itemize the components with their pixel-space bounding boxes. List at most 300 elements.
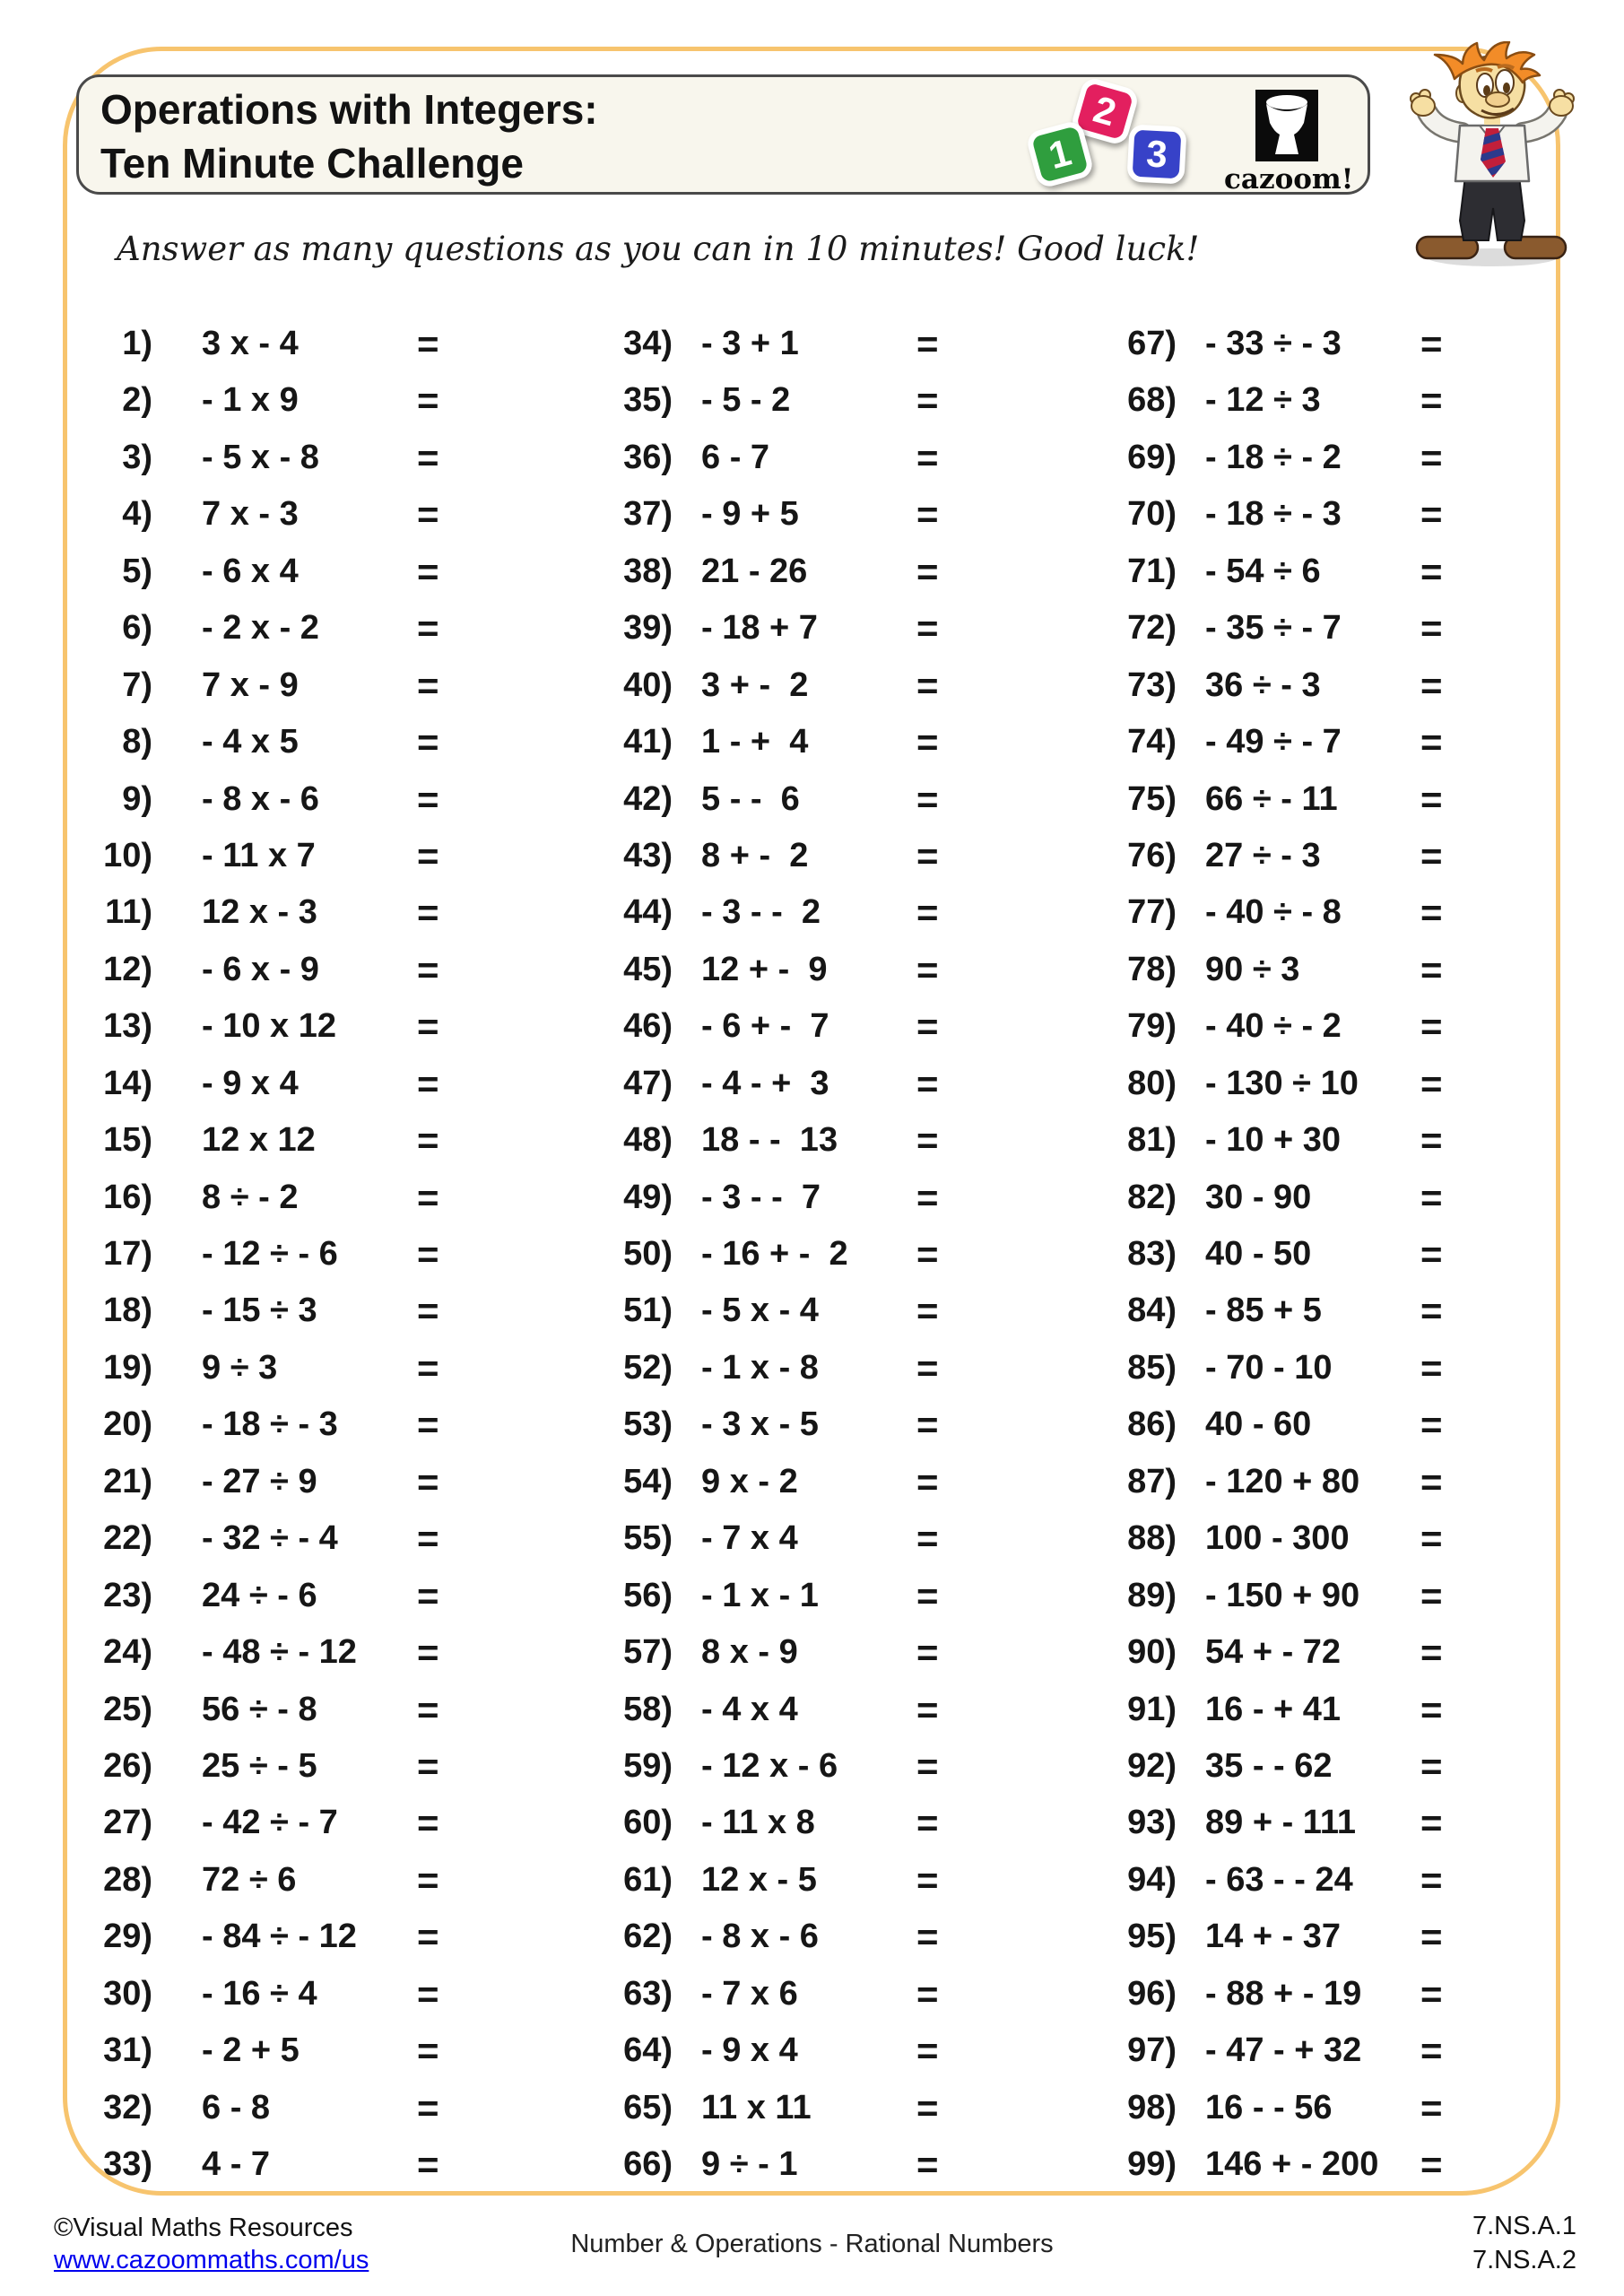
question-row xyxy=(1082,1795,1468,1851)
equals-sign: = xyxy=(417,607,439,650)
question-row xyxy=(578,1852,964,1909)
question-expression: 6 - 7 xyxy=(701,438,770,476)
question-expression: 100 - 300 xyxy=(1205,1519,1350,1558)
question-row xyxy=(58,430,444,486)
question-row xyxy=(58,1510,444,1567)
question-expression: - 5 x - 8 xyxy=(202,438,319,476)
answer-space xyxy=(453,2022,560,2079)
question-number: 10) xyxy=(103,836,152,874)
question-expression: 16 - + 41 xyxy=(1205,1690,1342,1728)
question-row xyxy=(578,2022,964,2079)
answer-space xyxy=(952,714,1060,770)
question-number: 35) xyxy=(623,381,673,420)
question-expression: - 6 x - 9 xyxy=(202,950,319,988)
question-expression: 11 x 11 xyxy=(701,2088,812,2126)
answer-space xyxy=(952,771,1060,828)
question-expression: - 48 ÷ - 12 xyxy=(202,1633,357,1672)
answer-space xyxy=(453,316,560,372)
mascot-character xyxy=(1392,41,1594,270)
question-row xyxy=(1082,600,1468,657)
equals-sign: = xyxy=(417,891,439,935)
equals-sign: = xyxy=(1420,1631,1443,1674)
answer-space xyxy=(453,1396,560,1453)
mascot-left-hand xyxy=(1411,90,1435,116)
equals-sign: = xyxy=(417,1744,439,1787)
questions-column-1 xyxy=(58,316,444,2193)
equals-sign: = xyxy=(916,778,939,821)
question-expression: - 18 ÷ - 3 xyxy=(202,1405,338,1444)
equals-sign: = xyxy=(1420,493,1443,536)
question-number: 18) xyxy=(103,1292,152,1330)
question-number: 74) xyxy=(1127,723,1177,761)
question-number: 40) xyxy=(623,665,673,704)
answer-space xyxy=(952,2022,1060,2079)
answer-space xyxy=(453,1568,560,1624)
question-number: 13) xyxy=(103,1007,152,1046)
equals-sign: = xyxy=(916,1688,939,1731)
equals-sign: = xyxy=(916,436,939,479)
equals-sign: = xyxy=(1420,778,1443,821)
answer-space xyxy=(1456,998,1564,1055)
question-row xyxy=(1082,1226,1468,1283)
question-expression: - 3 - - 2 xyxy=(701,893,821,932)
question-expression: - 6 x 4 xyxy=(202,552,299,590)
question-number: 67) xyxy=(1127,325,1177,362)
question-number: 91) xyxy=(1127,1690,1177,1728)
question-number: 57) xyxy=(623,1633,673,1672)
equals-sign: = xyxy=(417,1346,439,1389)
question-number: 89) xyxy=(1127,1576,1177,1614)
question-number: 22) xyxy=(103,1519,152,1558)
question-row xyxy=(1082,1568,1468,1624)
equals-sign: = xyxy=(417,1858,439,1901)
question-number: 31) xyxy=(103,2031,152,2070)
question-number: 51) xyxy=(623,1292,673,1330)
question-row xyxy=(58,884,444,941)
answer-space xyxy=(453,1738,560,1795)
question-number: 99) xyxy=(1127,2145,1177,2183)
answer-space xyxy=(453,771,560,828)
equals-sign: = xyxy=(417,1518,439,1561)
question-row xyxy=(58,1454,444,1510)
question-row xyxy=(578,1056,964,1112)
answer-space xyxy=(1456,1568,1564,1624)
answer-space xyxy=(453,544,560,600)
equals-sign: = xyxy=(1420,891,1443,935)
answer-space xyxy=(453,430,560,486)
question-row xyxy=(58,1682,444,1738)
question-row xyxy=(58,2080,444,2136)
question-expression: 14 + - 37 xyxy=(1205,1918,1342,1956)
question-number: 95) xyxy=(1127,1918,1177,1956)
question-expression: - 7 x 4 xyxy=(701,1519,798,1558)
question-expression: 6 - 8 xyxy=(202,2088,271,2126)
question-row xyxy=(1082,1852,1468,1909)
question-row xyxy=(1082,372,1468,429)
equals-sign: = xyxy=(916,379,939,422)
question-number: 45) xyxy=(623,950,673,988)
question-number: 44) xyxy=(623,893,673,932)
question-expression: 36 ÷ - 3 xyxy=(1205,665,1321,704)
question-expression: - 5 x - 4 xyxy=(701,1292,819,1330)
answer-space xyxy=(952,1454,1060,1510)
answer-space xyxy=(1456,1682,1564,1738)
equals-sign: = xyxy=(916,891,939,935)
question-number: 85) xyxy=(1127,1348,1177,1387)
equals-sign: = xyxy=(417,2030,439,2073)
question-number: 9) xyxy=(122,779,152,818)
question-number: 12) xyxy=(103,950,152,988)
equals-sign: = xyxy=(1420,379,1443,422)
question-expression: - 3 + 1 xyxy=(701,325,799,362)
question-number: 34) xyxy=(623,325,673,362)
cazoom-logo-text: cazoom! xyxy=(1224,163,1354,196)
answer-space xyxy=(952,1226,1060,1283)
equals-sign: = xyxy=(1420,1574,1443,1617)
answer-space xyxy=(453,1340,560,1396)
question-row xyxy=(58,714,444,770)
question-expression: - 18 ÷ - 3 xyxy=(1205,495,1342,534)
question-expression: - 12 ÷ 3 xyxy=(1205,381,1321,420)
equals-sign: = xyxy=(1420,1802,1443,1845)
question-row xyxy=(1082,316,1468,372)
equals-sign: = xyxy=(417,1290,439,1333)
question-number: 11) xyxy=(105,893,152,932)
question-expression: - 84 ÷ - 12 xyxy=(202,1918,357,1956)
question-expression: - 40 ÷ - 2 xyxy=(1205,1007,1342,1046)
question-row xyxy=(1082,430,1468,486)
equals-sign: = xyxy=(1420,2030,1443,2073)
question-row xyxy=(578,1170,964,1226)
question-number: 47) xyxy=(623,1064,673,1102)
equals-sign: = xyxy=(417,379,439,422)
equals-sign: = xyxy=(916,1858,939,1901)
question-number: 5) xyxy=(122,552,152,590)
question-number: 65) xyxy=(623,2088,673,2126)
question-row xyxy=(58,1852,444,1909)
question-expression: 66 ÷ - 11 xyxy=(1205,779,1338,818)
equals-sign: = xyxy=(417,1574,439,1617)
equals-sign: = xyxy=(916,1404,939,1447)
answer-space xyxy=(952,942,1060,998)
page-title xyxy=(100,83,598,190)
question-row xyxy=(1082,1112,1468,1169)
equals-sign: = xyxy=(417,1119,439,1162)
answer-space xyxy=(453,828,560,884)
question-expression: 146 + - 200 xyxy=(1205,2145,1379,2183)
equals-sign: = xyxy=(916,607,939,650)
question-number: 83) xyxy=(1127,1235,1177,1273)
question-row xyxy=(578,1682,964,1738)
question-number: 54) xyxy=(623,1462,673,1500)
question-number: 36) xyxy=(623,438,673,476)
question-number: 23) xyxy=(103,1576,152,1614)
question-number: 24) xyxy=(103,1633,152,1672)
question-row xyxy=(1082,1454,1468,1510)
answer-space xyxy=(1456,1283,1564,1339)
standard-code-1: 7.NS.A.1 xyxy=(1472,2212,1576,2240)
question-row xyxy=(1082,544,1468,600)
equals-sign: = xyxy=(916,1176,939,1219)
equals-sign: = xyxy=(916,1346,939,1389)
answer-space xyxy=(1456,316,1564,372)
answer-space xyxy=(453,1112,560,1169)
equals-sign: = xyxy=(916,1744,939,1787)
equals-sign: = xyxy=(1420,1916,1443,1959)
answer-space xyxy=(453,1510,560,1567)
question-expression: 16 - - 56 xyxy=(1205,2088,1333,2126)
question-row xyxy=(578,1568,964,1624)
equals-sign: = xyxy=(417,1688,439,1731)
answer-space xyxy=(952,1510,1060,1567)
question-expression: - 27 ÷ 9 xyxy=(202,1462,317,1500)
question-row xyxy=(58,1170,444,1226)
question-number: 68) xyxy=(1127,381,1177,420)
question-row xyxy=(578,657,964,714)
answer-space xyxy=(453,942,560,998)
answer-space xyxy=(952,544,1060,600)
question-row xyxy=(58,1056,444,1112)
question-expression: 89 + - 111 xyxy=(1205,1804,1356,1842)
answer-space xyxy=(952,2136,1060,2193)
question-number: 84) xyxy=(1127,1292,1177,1330)
answer-space xyxy=(952,1112,1060,1169)
equals-sign: = xyxy=(916,1574,939,1617)
equals-sign: = xyxy=(916,948,939,991)
equals-sign: = xyxy=(417,1233,439,1275)
question-number: 59) xyxy=(623,1746,673,1785)
answer-space xyxy=(952,1340,1060,1396)
question-expression: 12 x 12 xyxy=(202,1121,316,1160)
question-number: 6) xyxy=(122,609,152,648)
instruction-text: Answer as many questions as you can in 10 minutes! Good luck! xyxy=(117,230,1200,268)
question-row xyxy=(578,1909,964,1965)
cazoommaths-link[interactable]: www.cazoommaths.com/us xyxy=(54,2246,369,2274)
answer-space xyxy=(1456,1738,1564,1795)
question-row xyxy=(58,1568,444,1624)
answer-space xyxy=(952,1682,1060,1738)
question-number: 80) xyxy=(1127,1064,1177,1102)
answer-space xyxy=(453,1909,560,1965)
equals-sign: = xyxy=(916,1916,939,1959)
answer-space xyxy=(1456,1966,1564,2022)
question-number: 43) xyxy=(623,836,673,874)
question-expression: 12 x - 5 xyxy=(701,1860,817,1899)
equals-sign: = xyxy=(417,1972,439,2015)
question-number: 42) xyxy=(623,779,673,818)
question-row xyxy=(578,771,964,828)
question-expression: - 10 + 30 xyxy=(1205,1121,1342,1160)
answer-space xyxy=(453,1852,560,1909)
question-expression: - 9 + 5 xyxy=(701,495,799,534)
answer-space xyxy=(1456,884,1564,941)
question-expression: - 120 + 80 xyxy=(1205,1462,1360,1500)
question-row xyxy=(1082,1909,1468,1965)
question-expression: - 2 x - 2 xyxy=(202,609,319,648)
equals-sign: = xyxy=(916,2030,939,2073)
question-expression: - 4 x 5 xyxy=(202,723,299,761)
question-expression: - 5 - 2 xyxy=(701,381,791,420)
answer-space xyxy=(453,1682,560,1738)
question-expression: 90 ÷ 3 xyxy=(1205,950,1300,988)
question-row xyxy=(58,2136,444,2193)
question-row xyxy=(1082,1056,1468,1112)
question-number: 75) xyxy=(1127,779,1177,818)
answer-space xyxy=(453,884,560,941)
question-expression: 9 ÷ 3 xyxy=(202,1348,278,1387)
question-expression: - 1 x - 1 xyxy=(701,1576,819,1614)
equals-sign: = xyxy=(417,664,439,707)
question-row xyxy=(578,714,964,770)
question-row xyxy=(58,998,444,1055)
question-number: 78) xyxy=(1127,950,1177,988)
answer-space xyxy=(1456,1226,1564,1283)
question-row xyxy=(1082,1682,1468,1738)
question-expression: - 2 + 5 xyxy=(202,2031,300,2070)
question-number: 88) xyxy=(1127,1519,1177,1558)
question-expression: - 16 ÷ 4 xyxy=(202,1974,317,2013)
question-number: 4) xyxy=(122,495,152,534)
question-expression: - 18 + 7 xyxy=(701,609,818,648)
question-number: 41) xyxy=(623,723,673,761)
answer-space xyxy=(1456,1795,1564,1851)
question-row xyxy=(58,372,444,429)
equals-sign: = xyxy=(417,2086,439,2129)
question-expression: 24 ÷ - 6 xyxy=(202,1576,317,1614)
answer-space xyxy=(453,2136,560,2193)
equals-sign: = xyxy=(1420,1972,1443,2015)
answer-space xyxy=(453,1226,560,1283)
answer-space xyxy=(1456,1510,1564,1567)
question-number: 53) xyxy=(623,1405,673,1444)
question-number: 82) xyxy=(1127,1178,1177,1216)
equals-sign: = xyxy=(417,436,439,479)
answer-space xyxy=(453,1170,560,1226)
question-expression: - 10 x 12 xyxy=(202,1007,336,1046)
answer-space xyxy=(1456,714,1564,770)
answer-space xyxy=(453,1624,560,1681)
question-row xyxy=(578,2136,964,2193)
equals-sign: = xyxy=(916,834,939,877)
question-row xyxy=(1082,1510,1468,1567)
question-row xyxy=(1082,1966,1468,2022)
equals-sign: = xyxy=(1420,834,1443,877)
equals-sign: = xyxy=(1420,1460,1443,1503)
equals-sign: = xyxy=(1420,436,1443,479)
question-row xyxy=(578,430,964,486)
equals-sign: = xyxy=(1420,2086,1443,2129)
question-expression: - 35 ÷ - 7 xyxy=(1205,609,1342,648)
question-number: 3) xyxy=(122,438,152,476)
answer-space xyxy=(453,1966,560,2022)
equals-sign: = xyxy=(417,2144,439,2186)
equals-sign: = xyxy=(417,1916,439,1959)
equals-sign: = xyxy=(916,1119,939,1162)
question-expression: - 42 ÷ - 7 xyxy=(202,1804,338,1842)
question-expression: - 49 ÷ - 7 xyxy=(1205,723,1342,761)
equals-sign: = xyxy=(417,721,439,764)
equals-sign: = xyxy=(1420,1744,1443,1787)
equals-sign: = xyxy=(417,1802,439,1845)
answer-space xyxy=(952,657,1060,714)
question-row xyxy=(578,2080,964,2136)
question-row xyxy=(1082,884,1468,941)
question-row xyxy=(58,1112,444,1169)
title-box xyxy=(76,74,1370,195)
equals-sign: = xyxy=(1420,1119,1443,1162)
question-expression: - 7 x 6 xyxy=(701,1974,798,2013)
question-row xyxy=(578,1226,964,1283)
equals-sign: = xyxy=(417,323,439,365)
question-expression: - 130 ÷ 10 xyxy=(1205,1064,1359,1102)
equals-sign: = xyxy=(417,1404,439,1447)
answer-space xyxy=(453,1283,560,1339)
question-expression: 12 + - 9 xyxy=(701,950,828,988)
answer-space xyxy=(952,600,1060,657)
question-number: 61) xyxy=(623,1860,673,1899)
question-row xyxy=(578,1966,964,2022)
equals-sign: = xyxy=(417,493,439,536)
question-expression: 56 ÷ - 8 xyxy=(202,1690,317,1728)
equals-sign: = xyxy=(1420,1176,1443,1219)
question-expression: - 9 x 4 xyxy=(202,1064,299,1102)
question-number: 62) xyxy=(623,1918,673,1956)
question-expression: - 4 - + 3 xyxy=(701,1064,829,1102)
question-expression: - 9 x 4 xyxy=(701,2031,798,2070)
answer-space xyxy=(1456,657,1564,714)
question-number: 96) xyxy=(1127,1974,1177,2013)
mascot-right-hand xyxy=(1550,90,1574,116)
question-row xyxy=(578,600,964,657)
equals-sign: = xyxy=(417,1176,439,1219)
copyright-text: ©Visual Maths Resources xyxy=(54,2213,353,2242)
answer-space xyxy=(952,828,1060,884)
question-expression: - 1 x 9 xyxy=(202,381,299,420)
equals-sign: = xyxy=(417,550,439,593)
question-expression: - 1 x - 8 xyxy=(701,1348,819,1387)
question-expression: 12 x - 3 xyxy=(202,893,317,932)
question-expression: - 150 + 90 xyxy=(1205,1576,1360,1614)
question-number: 79) xyxy=(1127,1007,1177,1046)
equals-sign: = xyxy=(1420,1518,1443,1561)
question-row xyxy=(1082,998,1468,1055)
cazoom-logo xyxy=(1224,90,1354,196)
question-row xyxy=(578,1624,964,1681)
answer-space xyxy=(1456,372,1564,429)
question-row xyxy=(578,1738,964,1795)
question-expression: 7 x - 3 xyxy=(202,495,299,534)
answer-space xyxy=(952,998,1060,1055)
question-expression: - 88 + - 19 xyxy=(1205,1974,1362,2013)
question-expression: - 3 - - 7 xyxy=(701,1178,821,1216)
question-number: 94) xyxy=(1127,1860,1177,1899)
equals-sign: = xyxy=(1420,1346,1443,1389)
question-expression: 72 ÷ 6 xyxy=(202,1860,297,1899)
question-number: 14) xyxy=(103,1064,152,1102)
equals-sign: = xyxy=(1420,1858,1443,1901)
question-expression: 27 ÷ - 3 xyxy=(1205,836,1321,874)
equals-sign: = xyxy=(417,948,439,991)
answer-space xyxy=(1456,1624,1564,1681)
equals-sign: = xyxy=(916,721,939,764)
question-number: 63) xyxy=(623,1974,673,2013)
question-row xyxy=(58,1226,444,1283)
question-expression: 40 - 60 xyxy=(1205,1405,1312,1444)
answer-space xyxy=(453,1795,560,1851)
question-expression: 3 x - 4 xyxy=(202,325,299,362)
question-expression: 8 + - 2 xyxy=(701,836,809,874)
question-expression: - 54 ÷ 6 xyxy=(1205,552,1321,590)
